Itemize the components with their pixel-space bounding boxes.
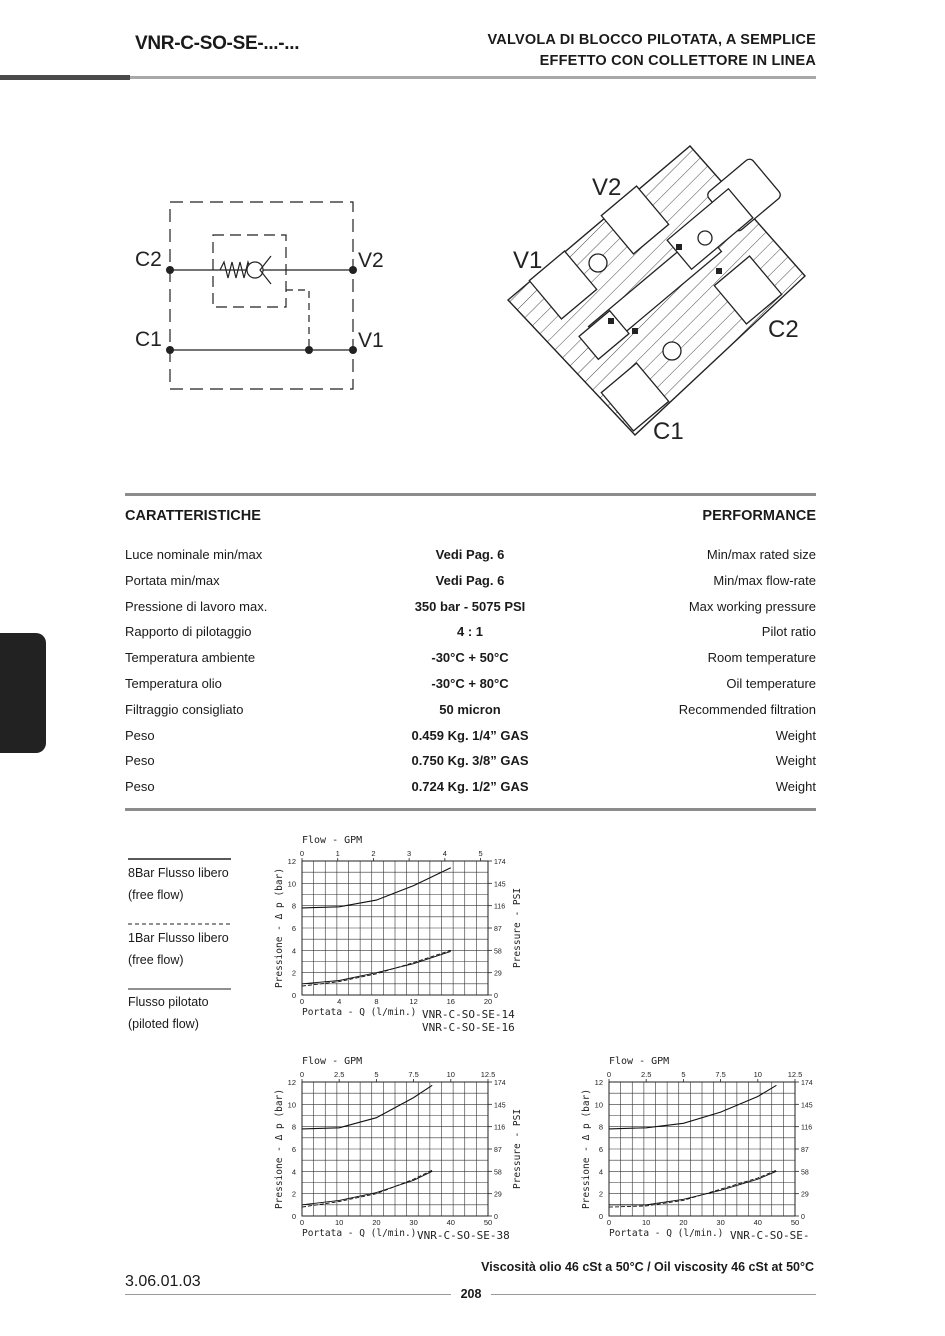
spec-row (125, 753, 816, 773)
spec-label-en: Weight (775, 727, 816, 743)
spec-label-en: Pilot ratio (761, 624, 816, 640)
schematic-boundary (170, 202, 353, 389)
top-tick-label: 4 (442, 849, 447, 858)
spec-row (125, 650, 816, 670)
x-axis-label: Portata - Q (l/min.) (302, 1007, 417, 1018)
spec-row (125, 676, 816, 696)
legend-item-1-sub: (free flow) (128, 888, 184, 902)
spec-row (125, 702, 816, 722)
chart-caption: VNR-C-SO-SE-16 (422, 1021, 515, 1034)
seal-2 (716, 268, 722, 274)
spec-value: 0.724 Kg. 1/2” GAS (411, 779, 529, 795)
y-tick-label: 8 (291, 901, 296, 911)
right-tick-label: 116 (494, 903, 506, 911)
chart-plot (274, 1056, 523, 1242)
series-line-3 (302, 950, 451, 986)
valve-section-drawing (500, 140, 830, 450)
chart-vnr-12 (575, 1048, 835, 1254)
port-label-v1: V1 (358, 329, 384, 352)
series-line-3 (302, 1170, 432, 1207)
header-rule-light (130, 76, 816, 79)
right-axis-label: Pressure - PSI (512, 1108, 523, 1190)
spec-row (125, 624, 816, 644)
check-ball (698, 231, 712, 245)
spec-value: -30°C + 80°C (431, 676, 509, 691)
top-tick-label: 2.5 (640, 1070, 652, 1079)
spec-label-it: Peso (125, 727, 155, 743)
series-line-2 (302, 951, 451, 983)
right-tick-label: 145 (494, 881, 506, 889)
x-tick-label: 30 (409, 1218, 418, 1227)
right-tick-label: 174 (494, 859, 506, 866)
chart-plot (274, 835, 523, 1034)
viscosity-note: Viscosità olio 46 cSt a 50°C / Oil viscosity 46 cSt at 50°C (481, 1260, 814, 1274)
legend-item-1-label: 8Bar Flusso libero (128, 866, 229, 880)
y-axis-label: Pressione - Δ p (bar) (274, 867, 285, 989)
chart-vnr-14-16 (268, 826, 558, 1048)
series-line-3 (609, 1170, 776, 1207)
top-tick-label: 5 (374, 1070, 379, 1079)
node-v2 (349, 266, 357, 274)
y-tick-label: 10 (594, 1100, 603, 1110)
right-tick-label: 58 (494, 1169, 502, 1177)
product-code: VNR-C-SO-SE-...-... (135, 33, 300, 54)
x-tick-label: 0 (606, 1218, 612, 1227)
spec-label-en: Weight (775, 779, 816, 795)
spec-value: 4 : 1 (456, 624, 483, 640)
y-tick-label: 6 (291, 1145, 296, 1154)
right-axis-label: Pressure - PSI (512, 887, 523, 969)
y-tick-label: 4 (598, 1167, 603, 1177)
seal-4 (632, 328, 638, 334)
top-tick-label: 10 (753, 1070, 762, 1079)
top-tick-label: 5 (478, 849, 483, 858)
x-tick-label: 50 (790, 1218, 800, 1227)
section-label-c1: C1 (653, 418, 684, 445)
y-axis-label: Pressione - Δ p (bar) (274, 1088, 285, 1210)
x-tick-label: 16 (446, 997, 455, 1006)
spec-label-it: Pressione di lavoro max. (125, 598, 268, 614)
x-axis-label: Portata - Q (l/min.) (609, 1228, 724, 1239)
y-tick-label: 12 (287, 1078, 296, 1087)
spec-label-it: Temperatura olio (125, 676, 222, 691)
top-tick-label: 7.5 (408, 1070, 419, 1079)
legend-item-1 (128, 862, 229, 906)
spec-row (125, 547, 816, 567)
y-tick-label: 8 (291, 1122, 296, 1132)
x-tick-label: 0 (299, 1218, 305, 1227)
top-tick-label: 7.5 (715, 1070, 726, 1079)
y-tick-label: 8 (598, 1122, 603, 1132)
footer-rule-left (125, 1294, 451, 1295)
spec-label-en: Recommended filtration (678, 701, 816, 717)
legend-item-2 (128, 927, 229, 971)
right-tick-label: 174 (494, 1080, 506, 1087)
section-label-c2: C2 (768, 316, 799, 343)
top-tick-label: 1 (335, 849, 340, 858)
series-line-2 (609, 1171, 776, 1205)
footer-rule-right (491, 1294, 816, 1295)
right-tick-label: 0 (801, 1214, 805, 1221)
y-tick-label: 12 (594, 1078, 603, 1087)
spec-label-en: Max working pressure (688, 598, 816, 614)
chart-caption: VNR-C-SO-SE-38 (417, 1229, 510, 1242)
x-tick-label: 20 (679, 1218, 688, 1227)
pilot-line (286, 290, 309, 350)
node-c1 (166, 346, 174, 354)
top-tick-label: 2 (371, 849, 376, 858)
spec-value: Vedi Pag. 6 (435, 572, 505, 588)
spec-label-en: Min/max flow-rate (713, 572, 816, 588)
top-tick-label: 3 (407, 849, 412, 858)
section-side-tab (0, 633, 46, 753)
section-heading-en: PERFORMANCE (702, 508, 816, 524)
top-tick-label: 10 (446, 1070, 455, 1079)
right-tick-label: 87 (494, 1147, 502, 1154)
section-heading-it: CARATTERISTICHE (125, 508, 261, 524)
spec-label-it: Peso (125, 779, 155, 795)
spec-row (125, 599, 816, 619)
header-rule-dark (0, 75, 130, 80)
top-axis-title: Flow - GPM (302, 835, 363, 846)
y-axis-label: Pressione - Δ p (bar) (581, 1088, 592, 1210)
right-tick-label: 87 (494, 926, 502, 933)
spec-row (125, 779, 816, 799)
y-tick-label: 0 (291, 1212, 296, 1221)
top-tick-label: 12.5 (787, 1070, 803, 1079)
port-label-c1: C1 (135, 328, 162, 351)
y-tick-label: 10 (287, 1100, 296, 1110)
spec-label-it: Filtraggio consigliato (125, 701, 244, 717)
legend-item-2-sub: (free flow) (128, 953, 184, 967)
port-label-c2: C2 (135, 248, 162, 271)
x-tick-label: 40 (753, 1218, 762, 1227)
x-axis-label: Portata - Q (l/min.) (302, 1228, 417, 1239)
right-tick-label: 87 (801, 1147, 809, 1154)
spec-value: 0.750 Kg. 3/8” GAS (411, 753, 529, 769)
pilot-hole-c1 (663, 342, 681, 360)
right-tick-label: 58 (801, 1169, 809, 1177)
y-tick-label: 2 (291, 1189, 296, 1199)
seal-1 (676, 244, 682, 250)
x-tick-label: 10 (642, 1218, 651, 1227)
spec-label-it: Portata min/max (125, 572, 220, 588)
document-code: 3.06.01.03 (125, 1273, 201, 1290)
x-tick-label: 40 (446, 1218, 455, 1227)
node-pilot (305, 346, 313, 354)
right-tick-label: 174 (801, 1080, 813, 1087)
right-tick-label: 0 (494, 1214, 498, 1221)
legend-item-3 (128, 991, 209, 1035)
spec-label-it: Temperatura ambiente (125, 650, 256, 666)
series-line-1 (609, 1085, 776, 1129)
right-tick-label: 145 (801, 1102, 813, 1110)
y-tick-label: 6 (598, 1145, 603, 1154)
right-tick-label: 29 (494, 970, 502, 978)
spec-label-it: Peso (125, 753, 155, 769)
x-tick-label: 4 (337, 997, 342, 1006)
section-label-v1: V1 (513, 247, 543, 274)
right-tick-label: 58 (494, 948, 502, 956)
chart-vnr-38 (268, 1048, 558, 1254)
x-tick-label: 12 (409, 997, 418, 1006)
node-c2 (166, 266, 174, 274)
top-tick-label: 5 (681, 1070, 686, 1079)
right-tick-label: 29 (494, 1191, 502, 1199)
node-v1 (349, 346, 357, 354)
y-tick-label: 12 (287, 857, 296, 866)
series-line-1 (302, 868, 451, 908)
x-tick-label: 20 (483, 997, 493, 1006)
legend-item-2-label: 1Bar Flusso libero (128, 931, 229, 945)
right-tick-label: 145 (494, 1102, 506, 1110)
page-number: 208 (460, 1287, 482, 1301)
top-tick-label: 0 (606, 1070, 612, 1079)
chart-plot (581, 1056, 813, 1242)
top-tick-label: 2.5 (333, 1070, 345, 1079)
y-tick-label: 2 (598, 1189, 603, 1199)
right-tick-label: 0 (494, 993, 498, 1000)
y-tick-label: 10 (287, 879, 296, 889)
right-tick-label: 29 (801, 1191, 809, 1199)
port-label-v2: V2 (358, 249, 384, 272)
y-tick-label: 6 (291, 924, 296, 933)
series-line-2 (302, 1171, 432, 1205)
y-tick-label: 0 (598, 1212, 603, 1221)
y-tick-label: 2 (291, 968, 296, 978)
x-tick-label: 50 (483, 1218, 493, 1227)
chart-caption: VNR-C-SO-SE-14 (422, 1008, 515, 1021)
x-tick-label: 20 (372, 1218, 381, 1227)
y-tick-label: 4 (291, 1167, 296, 1177)
x-tick-label: 10 (335, 1218, 344, 1227)
spec-row (125, 573, 816, 593)
table-bottom-rule (125, 808, 816, 811)
spec-label-en: Min/max rated size (706, 547, 816, 562)
spec-value: 50 micron (439, 701, 501, 717)
top-tick-label: 0 (299, 1070, 305, 1079)
top-tick-label: 0 (299, 849, 305, 858)
section-label-v2: V2 (592, 174, 622, 201)
spec-row (125, 728, 816, 748)
seal-3 (608, 318, 614, 324)
page-title-line-1: VALVOLA DI BLOCCO PILOTATA, A SEMPLICE (487, 32, 816, 48)
legend-item-3-sub: (piloted flow) (128, 1017, 199, 1031)
pilot-hole-v1 (589, 254, 607, 272)
spec-label-it: Luce nominale min/max (125, 547, 263, 562)
spec-value: 350 bar - 5075 PSI (414, 598, 526, 614)
page-title-line-2: EFFETTO CON COLLETTORE IN LINEA (539, 53, 816, 69)
right-tick-label: 116 (494, 1124, 506, 1132)
legend-item-3-label: Flusso pilotato (128, 995, 209, 1009)
series-line-1 (302, 1085, 432, 1129)
top-tick-label: 12.5 (480, 1070, 496, 1079)
y-tick-label: 4 (291, 946, 296, 956)
spec-label-en: Oil temperature (726, 676, 816, 691)
top-axis-title: Flow - GPM (609, 1056, 670, 1067)
spec-label-it: Rapporto di pilotaggio (125, 624, 252, 640)
spec-value: -30°C + 50°C (431, 650, 509, 666)
chart-caption: VNR-C-SO-SE- (730, 1229, 810, 1242)
right-tick-label: 116 (801, 1124, 813, 1132)
spec-label-en: Room temperature (707, 650, 816, 666)
spec-label-en: Weight (775, 753, 816, 769)
hydraulic-schematic (120, 190, 400, 405)
x-tick-label: 0 (299, 997, 305, 1006)
x-tick-label: 30 (716, 1218, 725, 1227)
spec-value: Vedi Pag. 6 (435, 547, 505, 562)
table-top-rule (125, 493, 816, 496)
spec-value: 0.459 Kg. 1/4” GAS (411, 727, 529, 743)
top-axis-title: Flow - GPM (302, 1056, 363, 1067)
x-tick-label: 8 (374, 997, 379, 1006)
y-tick-label: 0 (291, 991, 296, 1000)
